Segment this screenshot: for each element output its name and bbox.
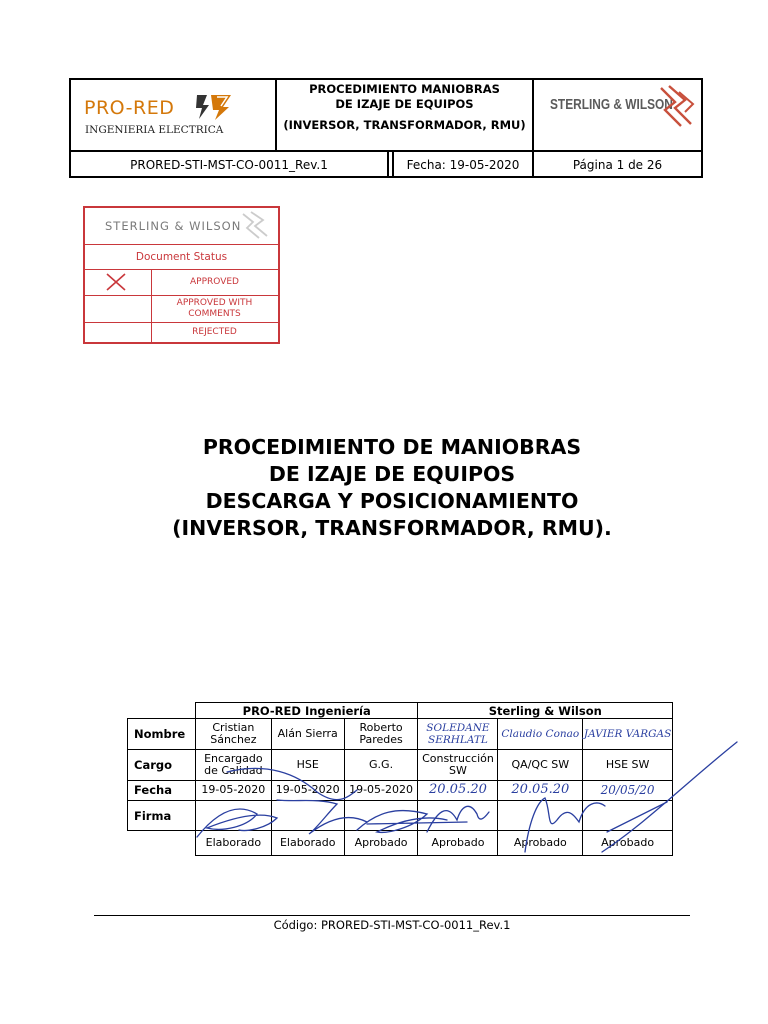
prored-logo-subtitle: INGENIERIA ELECTRICA [85,124,224,136]
prored-logo-name: PRO-RED [84,97,175,119]
document-date: Fecha: 19-05-2020 [392,152,534,178]
title-line3: DESCARGA Y POSICIONAMIENTO [205,489,579,513]
header-title [277,80,534,150]
header-title-line3: (INVERSOR, TRANSFORMADOR, RMU) [283,118,526,132]
header-meta-row [71,150,701,178]
row-label-fecha: Fecha [128,780,196,800]
name-cell: Roberto Paredes [344,719,418,750]
footer-divider [94,915,690,916]
document-title [0,434,768,542]
stamp-label: REJECTED [192,326,237,337]
stamp-row-rejected [85,322,278,342]
estado-cell: Aprobado [498,831,583,856]
title-line2: DE IZAJE DE EQUIPOS [268,462,516,486]
title-line4: (INVERSOR, TRANSFORMADOR, RMU). [172,516,612,540]
row-label-nombre: Nombre [128,719,196,750]
estado-cell: Aprobado [418,831,498,856]
title-line1: PROCEDIMIENTO DE MANIOBRAS [202,435,582,459]
firma-cell [195,800,271,831]
stamp-brand [85,208,278,245]
header-title-line1: PROCEDIMIENTO MANIOBRAS [309,82,500,96]
prored-lightning-icon [193,93,235,121]
footer-code: Código: PRORED-STI-MST-CO-0011_Rev.1 [273,918,511,932]
stamp-label: APPROVED [190,276,239,287]
cargo-cell: QA/QC SW [498,749,583,780]
cargo-cell: Encargado de Calidad [195,749,271,780]
stamp-checkbox [85,295,152,322]
name-cell: Alán Sierra [271,719,344,750]
row-label-firma: Firma [128,800,196,831]
stamp-label: APPROVED WITH COMMENTS [176,297,253,319]
document-code: PRORED-STI-MST-CO-0011_Rev.1 [71,152,389,178]
fecha-cell-handwritten: 20.05.20 [498,780,583,800]
firma-cell [583,800,673,831]
row-label-cargo: Cargo [128,749,196,780]
table-corner [128,703,196,719]
cargo-cell: G.G. [344,749,418,780]
fecha-cell-handwritten: 20.05.20 [418,780,498,800]
firma-cell [418,800,498,831]
prored-logo [71,80,277,150]
estado-cell: Aprobado [344,831,418,856]
stamp-brand-name: STERLING & WILSON [105,219,242,233]
cargo-cell: HSE SW [583,749,673,780]
fecha-cell-handwritten: 20/05/20 [583,780,673,800]
fecha-cell: 19-05-2020 [344,780,418,800]
sw-logo-name: STERLING & WILSON [550,97,673,113]
stamp-checkbox [85,322,152,342]
group-sterling-wilson: Sterling & Wilson [418,703,673,719]
firma-cell [344,800,418,831]
cargo-cell: Construcción SW [418,749,498,780]
name-cell-handwritten: Claudio Conao [498,719,583,750]
approval-signature-table [127,702,673,856]
page-number: Página 1 de 26 [572,158,663,172]
stamp-status-title: Document Status [85,245,278,270]
stamp-row-approved [85,269,278,296]
cross-mark-icon [85,269,151,295]
header-title-line2: DE IZAJE DE EQUIPOS [335,97,474,111]
name-cell: Cristian Sánchez [195,719,271,750]
sterling-wilson-logo [534,80,703,150]
sw-wave-icon [655,84,701,134]
document-status-stamp [83,206,280,344]
stamp-row-approved-comments [85,295,278,323]
estado-cell: Elaborado [195,831,271,856]
stamp-checkbox [85,269,152,295]
fecha-cell: 19-05-2020 [195,780,271,800]
table-spacer [128,831,196,856]
name-cell-handwritten: SOLEDANE SERHLATL [418,719,498,750]
document-header [69,78,703,178]
firma-cell [271,800,344,831]
fecha-cell: 19-05-2020 [271,780,344,800]
stamp-brand-wave-icon [239,210,273,242]
group-prored: PRO-RED Ingeniería [195,703,418,719]
estado-cell: Elaborado [271,831,344,856]
estado-cell: Aprobado [583,831,673,856]
firma-cell [498,800,583,831]
name-cell-handwritten: JAVIER VARGAS [583,719,673,750]
cargo-cell: HSE [271,749,344,780]
